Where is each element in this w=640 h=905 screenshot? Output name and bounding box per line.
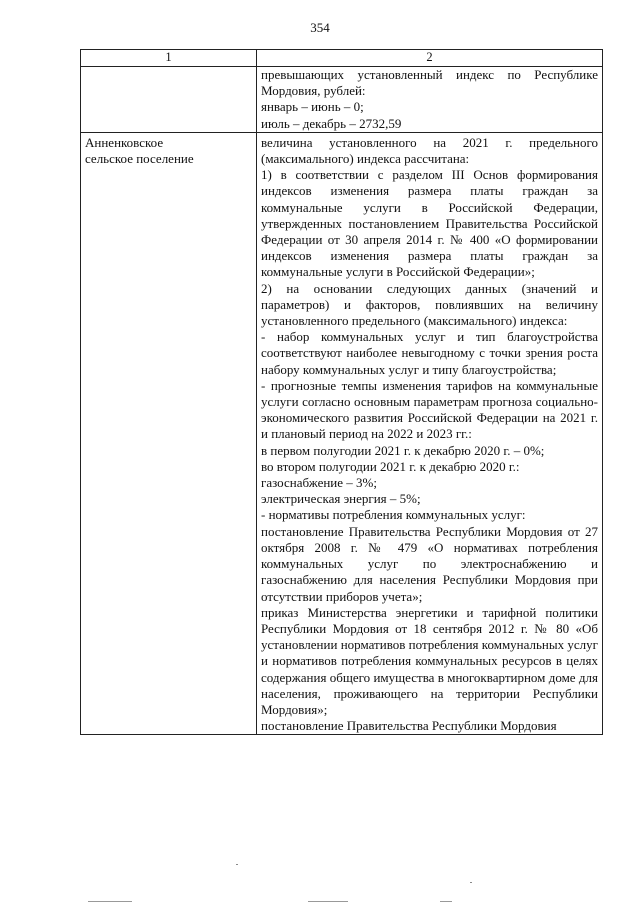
column-header-1: 1 — [81, 50, 257, 67]
paragraph: в первом полугодии 2021 г. к декабрю 2020 г. – 0%; — [261, 442, 545, 458]
table-row — [81, 132, 603, 735]
page-number: 354 — [310, 20, 330, 35]
table-row — [81, 67, 603, 133]
scan-speck — [470, 882, 472, 883]
paragraph: - прогнозные темпы изменения тарифов на коммунальные услуги согласно основным параметрам прогноза социально-экономического развития Российской Федерации на 2021 г. и плановый период на 2022 и 2023 гг.: — [261, 377, 598, 442]
index-table — [80, 49, 603, 735]
paragraph: - набор коммунальных услуг и тип благоустройства соответствуют наиболее невыгодному с точки зрения роста набору коммунальных услуг и типу благоустройства; — [261, 329, 598, 377]
paragraph: во втором полугодии 2021 г. к декабрю 2020 г.: — [261, 458, 520, 474]
paragraph: постановление Правительства Республики Мордовия от 27 октября 2008 г. № 479 «О нормативах потребления коммунальных услуг по электроснабжению и газоснабжению для населения Республики Мордовия при отсутствии приборов учета»; — [261, 523, 598, 604]
text-line: январь – июнь – 0; — [261, 99, 364, 115]
text-line: превышающих установленный индекс по Республике Мордовия, рублей: — [261, 67, 598, 99]
municipality-name-line2: сельское поселение — [85, 151, 194, 167]
paragraph: - нормативы потребления коммунальных услуг: — [261, 507, 526, 523]
paragraph: величина установленного на 2021 г. предельного (максимального) индекса рассчитана: — [261, 134, 598, 167]
table-header-row — [81, 50, 603, 67]
scan-speck — [236, 864, 238, 865]
paragraph: 1) в соответствии с разделом III Основ формирования индексов изменения размера платы граждан за коммунальные услуги в Российской Федерации, утвержденных постановлением Правительства Российской Федерации от 30 апреля 2014 г. № 400 «О формировании индексов изменения размера платы граждан за коммунальные услуги в Российской Федерации»; — [261, 167, 598, 280]
municipality-cell-empty — [81, 67, 257, 133]
text-line: июль – декабрь – 2732,59 — [261, 115, 402, 131]
paragraph: электрическая энергия – 5%; — [261, 491, 421, 507]
paragraph: постановление Правительства Республики Мордовия — [261, 718, 557, 734]
scan-edge-line — [88, 901, 132, 902]
paragraph: газоснабжение – 3%; — [261, 475, 377, 491]
paragraph: 2) на основании следующих данных (значений и параметров) и факторов, повлиявших на величину установленного предельного (максимального) индекса: — [261, 280, 598, 329]
column-header-2: 2 — [257, 50, 603, 67]
scan-edge-line — [440, 901, 452, 902]
paragraph: приказ Министерства энергетики и тарифной политики Республики Мордовия от 18 сентября 2012 г. № 80 «Об установлении нормативов потребления коммунальных услуг и нормативов потребления коммунальных ресурсов в целях содержания общего имущества в многоквартирном доме для населения, проживающего на территории Республики Мордовия»; — [261, 604, 598, 717]
scan-edge-line — [308, 901, 348, 902]
municipality-name-line1: Анненковское — [85, 134, 164, 150]
description-cell — [257, 67, 603, 133]
municipality-cell — [81, 132, 257, 735]
description-cell — [257, 132, 603, 735]
